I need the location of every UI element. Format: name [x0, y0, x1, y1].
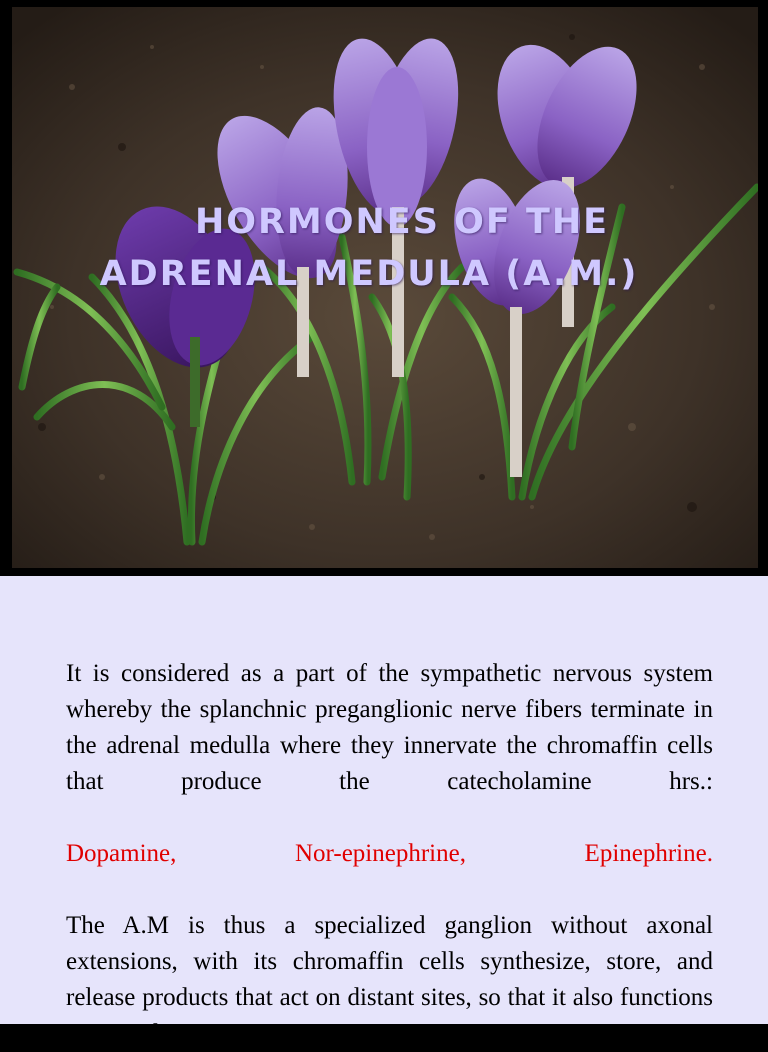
paragraph-ganglion: The A.M is thus a specialized ganglion without axonal extensions, with its chromaffin cells synthesize, store, and release products that act on distant sites, so that it also functions as an endocrine organ. — [66, 912, 713, 1047]
hormone-epinephrine: Epinephrine. — [584, 840, 713, 867]
hormone-list — [66, 836, 713, 872]
hormone-dopamine: Dopamine, — [66, 840, 177, 867]
title-line-1: HORMONES OF THE — [194, 202, 610, 242]
paragraph-intro-line: the adrenal medulla where they innervate the chromaffin cells — [66, 732, 713, 759]
paragraph-intro-line: that produce the catecholamine hrs.: — [66, 768, 713, 795]
title-line-2: ADRENAL MEDULA (A.M.) — [99, 254, 639, 294]
paragraph-intro — [66, 656, 713, 800]
paragraph-intro-line: It is considered as a part of the sympathetic nervous system — [66, 660, 713, 687]
slide-title — [0, 196, 768, 300]
paragraph-intro-line: whereby the splanchnic preganglionic nerve fibers terminate in — [66, 696, 713, 723]
hormone-norepinephrine: Nor-epinephrine, — [294, 840, 466, 867]
